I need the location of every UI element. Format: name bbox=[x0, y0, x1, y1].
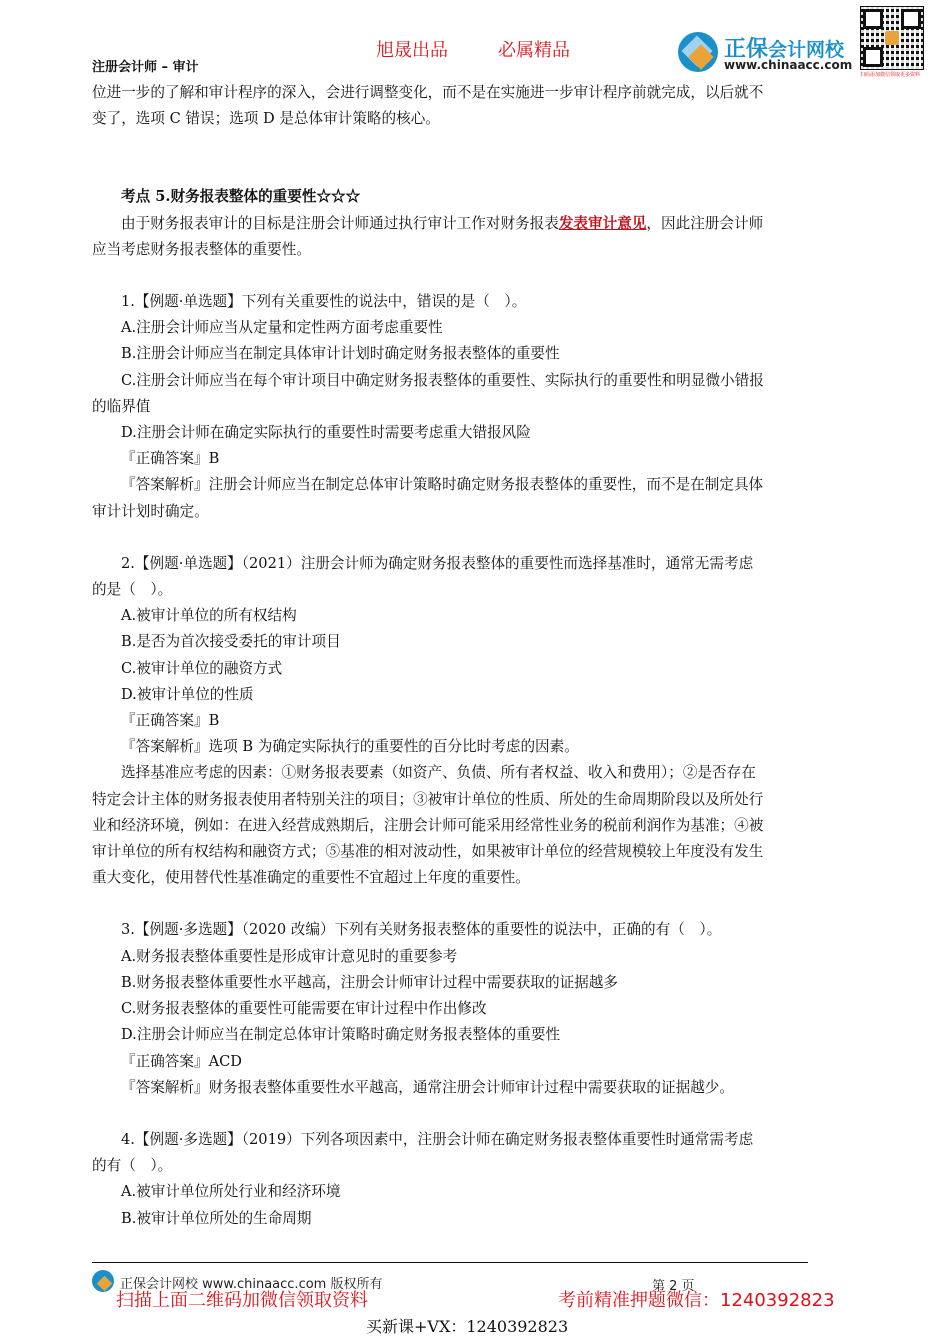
section-intro bbox=[92, 211, 860, 237]
question-2-extra: 重大变化，使用替代性基准确定的重要性不宜超过上年度的重要性。 bbox=[92, 869, 530, 887]
logo-name: 正保 bbox=[724, 37, 769, 62]
intro-line: 变了，选项 C 错误；选项 D 是总体审计策略的核心。 bbox=[92, 110, 440, 128]
question-2-extra: 业和经济环境，例如：在进入经营成熟期后，注册会计师可能采用经常性业务的税前利润作为基准；④被 bbox=[92, 816, 764, 834]
promo-footer-left: 扫描上面二维码加微信领取资料 bbox=[116, 1290, 368, 1311]
question-2-extra: 审计单位的所有权结构和融资方式；⑤基准的相对波动性，如果被审计单位的经营规模较上年度没有发生 bbox=[92, 843, 764, 861]
promo-footer-right: 考前精准押题微信：1240392823 bbox=[558, 1290, 835, 1311]
page-number: 第 2 页 bbox=[652, 1279, 695, 1294]
question-4-option: B.被审计单位所处的生命周期 bbox=[121, 1209, 312, 1227]
promo-banner-right: 必属精品 bbox=[498, 40, 570, 61]
section-text-post: ，因此注册会计师 bbox=[646, 214, 764, 232]
question-1-analysis-cont: 审计计划时确定。 bbox=[92, 502, 209, 520]
question-2-analysis: 『答案解析』选项 B 为确定实际执行的重要性的百分比时考虑的因素。 bbox=[121, 738, 579, 756]
question-1-option: C.注册会计师应当在每个审计项目中确定财务报表整体的重要性、实际执行的重要性和明显微小错报 bbox=[121, 371, 764, 389]
question-2-option: B.是否为首次接受委托的审计项目 bbox=[121, 633, 341, 651]
question-2-stem-cont: 的是（ ）。 bbox=[92, 581, 173, 599]
logo-mark-icon bbox=[678, 32, 718, 72]
logo-name-sub: 会计网校 bbox=[768, 39, 845, 61]
qr-caption: 扫码添加微信领取更多资料 bbox=[860, 72, 921, 78]
question-1-option-cont: 的临界值 bbox=[92, 397, 151, 415]
section-intro-line2: 应当考虑财务报表整体的重要性。 bbox=[92, 240, 311, 258]
document-body bbox=[92, 80, 860, 1232]
section-text-pre: 由于财务报表审计的目标是注册会计师通过执行审计工作对财务报表 bbox=[121, 214, 559, 232]
question-2-option: C.被审计单位的融资方式 bbox=[121, 659, 283, 677]
question-4-stem-cont: 的有（ ）。 bbox=[92, 1157, 173, 1175]
question-1-stem: 1.【例题·单选题】下列有关重要性的说法中，错误的是（ ）。 bbox=[121, 293, 527, 311]
chinaacc-logo bbox=[678, 30, 858, 76]
question-2-stem: 2.【例题·单选题】（2021）注册会计师为确定财务报表整体的重要性而选择基准时，通常无需考虑 bbox=[121, 554, 754, 572]
question-1-option: D.注册会计师在确定实际执行的重要性时需要考虑重大错报风险 bbox=[121, 424, 531, 442]
question-1-analysis: 『答案解析』注册会计师应当在制定总体审计策略时确定财务报表整体的重要性，而不是在制定具体 bbox=[121, 476, 764, 494]
qr-code-icon bbox=[860, 6, 924, 70]
footer-copyright: 正保会计网校 www.chinaacc.com 版权所有 bbox=[120, 1277, 383, 1292]
question-2-extra: 选择基准应考虑的因素：①财务报表要素（如资产、负债、所有者权益、收入和费用）；②是否存在 bbox=[121, 764, 756, 782]
promo-banner-left: 旭晟出品 bbox=[376, 40, 448, 61]
question-1-answer: 『正确答案』B bbox=[121, 450, 220, 468]
question-3-option: C.财务报表整体的重要性可能需要在审计过程中作出修改 bbox=[121, 1000, 487, 1018]
question-1-option: B.注册会计师应当在制定具体审计计划时确定财务报表整体的重要性 bbox=[121, 345, 560, 363]
question-2-extra: 特定会计主体的财务报表使用者特别关注的项目；③被审计单位的性质、所处的生命周期阶段以及所处行 bbox=[92, 790, 764, 808]
question-3-answer: 『正确答案』ACD bbox=[121, 1052, 242, 1070]
logo-url: www.chinaacc.com bbox=[724, 58, 853, 72]
question-4-stem: 4.【例题·多选题】（2019）下列各项因素中，注册会计师在确定财务报表整体重要性时通常需考虑 bbox=[121, 1130, 754, 1148]
section-title: 考点 5.财务报表整体的重要性☆☆☆ bbox=[121, 188, 361, 206]
footer-logo-icon bbox=[92, 1270, 114, 1292]
question-2-option: D.被审计单位的性质 bbox=[121, 685, 254, 703]
question-3-analysis: 『答案解析』财务报表整体重要性水平越高，通常注册会计师审计过程中需要获取的证据越少。 bbox=[121, 1078, 734, 1096]
section-keyword: 发表审计意见 bbox=[558, 214, 647, 232]
footer-divider bbox=[92, 1262, 808, 1263]
qr-code bbox=[860, 6, 922, 92]
question-4-option: A.被审计单位所处行业和经济环境 bbox=[121, 1183, 341, 1201]
question-1-option: A.注册会计师应当从定量和定性两方面考虑重要性 bbox=[121, 319, 443, 337]
question-3-option: A.财务报表整体重要性是形成审计意见时的重要参考 bbox=[121, 947, 458, 965]
question-3-option: D.注册会计师应当在制定总体审计策略时确定财务报表整体的重要性 bbox=[121, 1026, 561, 1044]
running-header-subject: 注册会计师 – 审计 bbox=[92, 60, 199, 75]
promo-footer-vx: 买新课+VX：1240392823 bbox=[366, 1317, 569, 1336]
intro-line: 位进一步的了解和审计程序的深入，会进行调整变化，而不是在实施进一步审计程序前就完成，以后就不 bbox=[92, 84, 764, 101]
question-3-stem: 3.【例题·多选题】（2020 改编）下列有关财务报表整体的重要性的说法中，正确的有（ ）。 bbox=[121, 921, 722, 939]
question-3-option: B.财务报表整体重要性水平越高，注册会计师审计过程中需要获取的证据越多 bbox=[121, 973, 618, 991]
question-2-option: A.被审计单位的所有权结构 bbox=[121, 607, 297, 625]
question-2-answer: 『正确答案』B bbox=[121, 712, 220, 730]
